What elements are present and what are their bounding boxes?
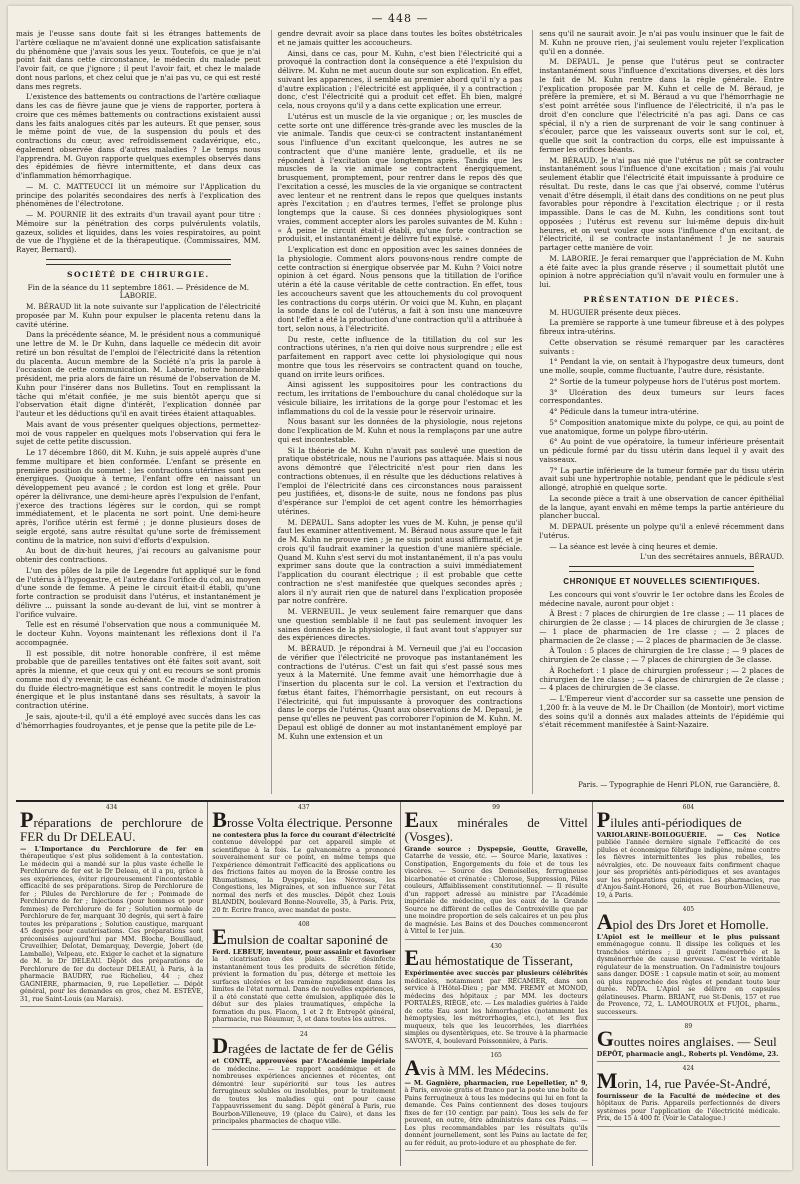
advertisement — [212, 921, 395, 1028]
ad-body: — M. Gagnière, pharmacien, rue Lepelletier, n° 9, à Paris, envoie gratis et franco par la poste une boîte de Pains ferrugineux à tous les médecins qui lui en font la demande. Ces Pains contiennent des doses toujours fixes de fer (10 centigr. par pain). Tous les sels de fer peuvent, en outre, être administrés dans ces Pains. — Les plus recommandables par les résultats qu'ils donnent journellement, sont les Pains au lactate de fer, au fer réduit, au proto-iodure et au phosphate de fer. — [404, 1078, 588, 1147]
ad-body: VARIOLARINE-BOILOGUÉRIE. — Ces Notice publiée l'année dernière signale l'efficacité de ces pilules et économique fébrifuge indigène, même contre les fièvres intermittentes les plus rebelles, les névralgies, etc. De nouveaux faits confirment chaque jour ses propriétés anti-périodiques et ses avantages sur les préparations quiniques. Les pharmacies, rue d'Anjou-Saint-Honoré, 26, et rue Bourbon-Villeneuve, 19, à Paris. — [596, 830, 780, 899]
paragraph: M. DEPAUL. Sans adopter les vues de M. Kuhn, je pense qu'il faut les examiner attentivement. M. Béraud nous assure que le fait de M. Kuhn ne prouve rien ; je ne suis point aussi affirmatif, et je crois qu'il faudrait examiner la question d'une manière spéciale. Quand M. Kuhn s'est servi du mot instantanément, il n'a pas voulu exprimer sans doute que la contraction a suivi immédiatement l'application du courant électrique ; il est probable que cette contraction ne s'est manifestée que quelques secondes après ; alors il n'y aurait rien que de naturel dans l'explication proposée par notre confrère. — [277, 517, 523, 606]
advertisement — [597, 804, 780, 903]
paragraph: Dans la précédente séance, M. le président nous a communiqué une lettre de M. le Dr Kuhn, dans laquelle ce médecin dit avoir retiré un bon résultat de l'emploi de l'électricité dans la rétention du placenta. Aucun membre de la Société n'a pris la parole à l'occasion de cette communication. M. Laborie, notre honorable président, me pria alors de faire un résumé de l'observation de M. Kuhn pour l'insérer dans nos Bulletins. Tout en remplissant la tâche qui m'était confiée, je me suis bientôt aperçu que si l'observation était digne d'intérêt, l'explication donnée par l'auteur et les déductions qu'il en avait tirées étaient attaquables. — [16, 330, 261, 418]
paragraph: Cette observation se résumé remarquer par les caractères suivants : — [539, 337, 785, 356]
paragraph: M. DEPAUL. Je pense que l'utérus peut se contracter instantanément sous l'influence d'excitations diverses, et dès lors le fait de M. Kuhn rentre dans la règle générale. Entre l'explication proposée par M. Kuhn et celle de M. Béraud, je préfère la première, et si M. Béraud a vu que l'hémorrhagie ne s'est point arrêtée sous l'influence de l'électricité, il n'a pas le droit d'en conclure que l'électricité n'a pas agi. Dans ce cas spécial, il n'y a rien de surprenant de voir le sang continuer à s'écouler, parce que les vaisseaux ouverts sont sur le col, et, quelle que soit la contraction du corps, elle est impuissante à fermer les orifices béants. — [539, 57, 785, 154]
article-columns — [16, 30, 784, 794]
divider — [569, 566, 754, 572]
ad-title: Morin, 14, rue Pavée-St-André, — [596, 1067, 771, 1093]
ad-column-3 — [400, 802, 592, 1166]
advertisement — [597, 906, 780, 1020]
paragraph: À Brest : 7 places de chirurgien de 1re classe ; — 11 places de chirurgien de 2e classe ; — 14 places de chirurgien de 3e classe ; — 1 place de pharmacien de 1re classe ; — 2 places de pharmacien de 2e classe ; — 2 places de pharmacien de 3e classe. — [539, 609, 785, 645]
paragraph: gendre devrait avoir sa place dans toutes les boîtes obstétricales et ne jamais quitter les accoucheurs. — [277, 30, 523, 47]
advertisement — [405, 1052, 588, 1151]
newspaper-page — [8, 6, 792, 1170]
advertisement — [405, 804, 588, 940]
advertisement — [212, 804, 395, 918]
ad-number: 24 — [300, 1030, 308, 1038]
advertisement — [405, 943, 588, 1050]
paragraph: Il est possible, dit notre honorable confrère, il est même probable que de pareilles tentatives ont été faites soit avant, soit après la mienne, et que ceux qui y ont eu recours se sont promis comme moi d'y revenir, le cas échéant. Ce mode d'administration du fluide électro-magnétique est sans contredit le moyen le plus énergique et le plus instantané dans ses résultats, à savoir la contraction utérine. — [16, 648, 261, 710]
advertisement — [212, 1031, 395, 1130]
paragraph: M. DEPAUL présente un polype qu'il a enlevé récemment dans l'utérus. — [539, 522, 785, 540]
ad-number: 437 — [298, 804, 310, 811]
paragraph: M. BÉRAUD lit la note suivante sur l'application de l'électricité proposée par M. Kuhn pour expulser le placenta retenu dans la cavité utérine. — [16, 302, 261, 329]
column-2 — [271, 30, 523, 794]
ad-body: DÉPÔT, pharmacie angl., Roberts pl. Vendôme, 23. — [596, 1049, 779, 1058]
paragraph: 3° Ulcération des deux tumeurs sur leurs faces correspondantes. — [539, 387, 785, 406]
paragraph: Nous basant sur les données de la physiologie, nous rejetons donc l'explication de M. Kuhn et nous la remplaçons par une autre qui est incontestable. — [277, 417, 523, 444]
paragraph: Je sais, ajoute-t-il, qu'il a été employé avec succès dans les cas d'hémorrhagies foudroyantes, et je pense que la petite pile de Le- — [16, 711, 261, 730]
advertisement-band — [16, 800, 784, 1166]
paragraph: À Rochefort : 1 place de chirurgien professeur ; — 2 places de chirurgien de 1re classe ; — 4 places de chirurgien de 2e classe ; — 4 places de chirurgien de 3e classe. — [539, 665, 785, 693]
ad-title: Emulsion de coaltar saponiné de — [212, 923, 388, 949]
ad-number: 89 — [684, 1023, 693, 1031]
paragraph: Le 17 décembre 1860, dit M. Kuhn, je suis appelé auprès d'une femme multipare et bien conformée. L'enfant se présente en première position du sommet ; les contractions utérines sont peu énergiques. Quoique à terme, l'enfant offre en naissant un développement peu avancé ; le cordon est long et grêle. Pour opérer la délivrance, une demi-heure après l'expulsion de l'enfant, j'exerce des tractions légères sur le cordon, qui se rompt immédiatement, et le placenta ne sort point. Une demi-heure après, l'orifice utérin est fermé ; je donne plusieurs doses de seigle ergoté, sans autre résultat qu'une sorte de frémissement continu de la matrice, non suivi d'efforts d'expulsion. — [16, 448, 261, 545]
paragraph: Ainsi agissent les suppositoires pour les contractions du rectum, les irritations de l'embouchure du canal cholédoque sur la vésicule biliaire, les irritations de la gorge pour l'estomac et les inflammations du col de la vessie pour le réservoir urinaire. — [277, 380, 523, 416]
ad-body: Ferd. LEBEUF, inventeur, pour assainir et favoriser la cicatrisation des plaies. Elle désinfecte instantanément tous les produits de sécrétion fétide, prévient la formation du pus, déterge et mettoie les surfaces ulcérées et les ramène rapidement dans les limites de l'état normal. Dans de nouvelles expériences, il a été constaté que cette émulsion, appliquée dès le début sur des plaies traumatiques, empêche la formation du pus. Flacon, 1 et 2 fr. Entrepôt général, pharmacie, rue Réaumur, 3, et dans toutes les autres. — [212, 947, 396, 1024]
ad-title: Avis à MM. les Médecins. — [404, 1054, 549, 1080]
ad-title: Eau hémostatique de Tisserant, — [404, 945, 574, 971]
ad-body: — L'Importance du Perchlorure de fer en thérapeutique s'est plus solidement à la contestation. Le médecin qui a mandé sur la plus vaste échelle le Perchlorure de fer est le Dr Deleau, et il a pu, grâce à ses expériences, éviter rigoureusement l'incontestable efficacité de ses préparations. Sirop de Perchlorure de fer ; Pilules de Perchlorure de fer ; Pommade de Perchlorure de fer ; Injections (pour hommes et pour femmes) de Perchlorure de fer ; Solution normale de Perchlorure de fer, marquant 30 degrés, qui sert à faire toutes les préparations ; Solution caustique, marquant 45 degrés pour cautérisations. Ces préparations sont préconisées aujourd'hui par MM. Bloche, Bouillaud, Cruveilhier, Delotat, Demarquay, Devergie, Jobert (de Lamballe), Velpeau, etc. Exiger le cachet et la signature de M. le Dr DELEAU. Dépôt des préparations de Perchlorure de fer du docteur DELEAU, à Paris, à la pharmacie BAUDRY, rue Richelieu, 44 ; chez GAGNIÈRE, pharmacien, 9, rue Lepelletier. — Dépôt général, pour les demandes en gros, chez M. ESTÈVE, 31, rue Saint-Louis (au Marais). — [20, 844, 204, 1003]
paragraph: Du reste, cette influence de la titillation du col sur les contractions utérines, n'a rien qui doive nous surprendre ; elle est parfaitement en rapport avec cette loi physiologique qui nous montre que tous les réservoirs se contractent quand on touche, quand on irrite leurs orifices. — [277, 334, 523, 379]
paragraph: M. HUGUIER présente deux pièces. — [549, 307, 681, 317]
paragraph: 4° Pédicule dans la tumeur intra-utérine. — [549, 407, 699, 416]
advertisement — [597, 1023, 780, 1062]
paragraph: Si la théorie de M. Kuhn n'avait pas soulevé une question de pratique obstétricale, nous ne l'aurions pas attaquée. Mais si nous avons démontré que l'électricité n'est pour rien dans les contractions obtenues, il en résulte que les déductions relatives à l'emploi de l'électricité dans ces circonstances nous paraissent peu justifiées, et, disons-le de suite, nous ne fondons pas plus d'espérance sur l'emploi de cet agent contre les hémorrhagies utérines. — [277, 445, 523, 516]
ad-number: 434 — [105, 804, 118, 811]
ad-title: Apiol des Drs Joret et Homolle. — [596, 908, 769, 934]
advertisement — [597, 1065, 780, 1127]
paragraph: L'utérus est un muscle de la vie organique ; or, les muscles de cette sorte ont une différence très-grande avec les muscles de la vie animale. Tandis que ceux-ci se contractent instantanément sous l'influence d'un excitant quelconque, les autres ne se contractent que d'une manière lente, graduelle, et ils ne répondent à l'excitation que longtemps après. Tandis que les muscles de la vie animale se contractent énergiquement, brusquement, promptement, pour rentrer dans le repos dès que l'excitation a cessé, les muscles de la vie organique se contractent avec lenteur et ne rentrent dans le repos que quelques instants après l'excitation ; en d'autres termes, l'effet se prolonge plus longtemps que la cause. Si ces données physiologiques sont vraies, comment accepter alors les paroles suivantes de M. Kuhn : « À peine le circuit était-il établi, qu'une forte contraction se produisit, et instantanément je délivre fut expulsé. » — [277, 111, 523, 244]
paragraph: Ainsi, dans ce cas, pour M. Kuhn, c'est bien l'électricité qui a provoqué la contraction dont la conséquence a été l'expulsion du délivre. M. Kuhn ne met aucun doute sur son explication. En effet, suivant les apparences, il semble au premier abord qu'il n'y a pas d'autre explication ; l'électricité est appliquée, il y a contraction ; donc, c'est l'électricité qui a produit cet effet. Eh bien, malgré cela, nous croyons qu'il y a dans cette explication une erreur. — [277, 48, 523, 110]
ad-body: Grande source : Dyspepsie, Goutte, Gravelle, Catarrhe de vessie, etc. — Source Marie, laxatives : Constipation, Engorgements du foie et de tous les viscères. — Source des Demoiselles, ferrugineuse bicarbonatée et crénatée : Chlorose, Suppression, Pâles couleurs, Affaiblissement constitutionnel. — Il résulte d'un rapport adressé au ministre par l'Académie impériale de médecine, que les eaux de la Grande Source ne diffèrent de celles de Contrexéville que par une moindre proportion de sels calcaires et un peu plus de magnésie. Les Bains et des Douches commenceront à Vittel le 1er juin. — [404, 844, 588, 936]
section-heading-pieces: PRÉSENTATION DE PIÈCES. — [583, 294, 740, 304]
ad-body: fournisseur de la Faculté de médecine et des hôpitaux de Paris. Appareils perfectionnés de divers systèmes pour l'application de l'électricité médicale. Prix, de 15 à 400 fr. (Voir le Catalogue.) — [596, 1091, 780, 1123]
ad-title: Dragées de lactate de fer de Gélis — [212, 1033, 394, 1059]
ad-body: L'Apiol est le meilleur et le plus puissant emménagogue connu. Il dissipe les coliques et les tranchées utérines ; il guérit l'aménorrhée et la dysménorrhée de cause nerveuse. C'est le véritable régulateur de la menstruation. On l'administre toujours sans danger. DOSE : 1 capsule matin et soir, au moment où plus rapprochée des règles et pendant toute leur durée. NOTA. L'Apiol se délivre en capsules gélatineuses. Pharm. BRIANT, rue St-Denis, 157 et rue de Provence, 72, L. LAMOUROUX et FUJOL, pharm., successeurs. — [596, 932, 780, 1016]
paragraph: 6° Au point de vue opératoire, la tumeur inférieure présentait un pédicule formé par du tissu utérin dans lequel il y avait des vaisseaux. — [539, 437, 785, 464]
paragraph: La seconde pièce a trait à une observation de cancer épithélial de la langue, ayant envahi en même temps la partie antérieure du plancher buccal. — [539, 493, 785, 521]
paragraph: L'explication est donc en opposition avec les saines données de la physiologie. Comment alors pouvons-nous rendre compte de cette contraction si énergique observée par M. Kuhn ? Voici notre opinion à cet égard. Nous pensons que la titillation de l'orifice utérin a été la cause véritable de cette contraction. En effet, tous les accoucheurs savent que les attouchements du col provoquent les contractions du corps utérin. Or voici que M. Kuhn, en plaçant la sonde dans le col de l'utérus, a fait à son insu une manœuvre dont l'effet a été la production d'une contraction qu'il a attribuée à tort, selon nous, à l'électricité. — [277, 245, 523, 333]
paragraph: M. BÉRAUD. Je répondrai à M. Verneuil que j'ai eu l'occasion de vérifier que l'électricité ne provoque pas instantanément les contractions de l'utérus. C'est un fait qui s'est passé sous mes yeux à la Maternité. Une femme avait une hémorrhagie due à l'insertion du placenta sur le col. La version et l'extraction du fœtus étant faites, l'hémorrhagie persistant, on eut recours à l'électricité, qui fut impuissante à provoquer des contractions dans le corps de l'utérus. Quant aux observations de M. Depaul, je pense qu'elles ne peuvent pas corroborer l'opinion de M. Kuhn. M. Depaul est obligé de donner au mot instantanément employé par M. Kuhn une extension et un — [277, 644, 523, 741]
paragraph: 2° Sortie de la tumeur polypeuse hors de l'utérus post mortem. — [549, 376, 781, 386]
paragraph: — La séance est levée à cinq heures et demie. — [549, 541, 718, 551]
ad-title: Eaux minérales de Vittel (Vosges). — [404, 806, 588, 844]
paragraph: M. VERNEUIL. Je veux seulement faire remarquer que dans une question semblable il ne faut pas seulement invoquer les saines données de la physiologie, il faut avant tout s'appuyer sur des expériences directes. — [277, 607, 523, 643]
ad-title: Brosse Volta électrique. Personne — [212, 806, 393, 832]
paragraph: Au bout de dix-huit heures, j'ai recours au galvanisme pour obtenir des contractions. — [16, 546, 261, 564]
ad-column-2 — [207, 802, 399, 1166]
paragraph: La première se rapporte à une tumeur fibreuse et à des polypes fibreux intra-utérins. — [539, 318, 785, 336]
paragraph: 7° La partie inférieure de la tumeur formée par du tissu utérin avait subi une hypertrophie notable, pendant que le pédicule s'est allongé, atrophié en quelque sorte. — [539, 465, 785, 492]
paragraph: L'existence des battements ou contractions de l'artère cœliaque dans les cas de fièvre jaune que je viens de rapporter, portera à croire que ces mêmes battements ou contractions existaient aussi dans les faits analogues cités par les auteurs. Et que penser, sous le même point de vue, de la suspension du pouls et des contractions du cœur, avec refroidissement cadavérique, etc., également observée dans d'autres maladies ? Le temps nous l'apprendra. M. Guyon rapporte quelques exemples observés dans des épidémies de fièvre intermittente, et dans deux cas d'inflammation hémorrhagique. — [16, 92, 261, 180]
ad-body: ne contestera plus la force du courant d'électricité contenue développé par cet appareil simple et scientifique à la fois. Le galvanomètre a prononcé souverainement sur ce point, en même temps que l'expérience démontrait l'efficacité des applications ou des frictions faites au moyen de la Brosse contre les Rhumatismes, la Dyspepsie, les Névroses, les Congestions, les Migraines, et son influence sur l'état normal des nerfs et des muscles. Dépôt chez Louis BLANDIN, boulevard Bonne-Nouvelle, 35, à Paris. Prix, 20 fr. Écrire franco, avec mandat de poste. — [212, 830, 396, 914]
section-heading-surgery: SOCIÉTÉ DE CHIRURGIE. — [67, 269, 210, 279]
column-1 — [16, 30, 261, 794]
ad-number: 430 — [490, 942, 502, 950]
ad-number: 405 — [682, 906, 695, 914]
paragraph: 5° Composition anatomique mixte du polype, ce qui, au point de vue anatomique, forme un polype fibro-utérin. — [539, 417, 785, 436]
printer-imprint: Paris. — Typographie de Henri PLON, rue Garancière, 8. — [578, 781, 781, 790]
ad-body: Expérimentée avec succès par plusieurs célébrités médicales, notamment par RÉCAMIER, dans son service à l'Hôtel-Dieu ; par MM. FREMY et MONOD, médecins des hôpitaux ; par MM. les docteurs PORTALÈS, RIÈGE, etc. — Les maladies guéries à l'aide de cette Eau sont les hémorrhagies (notamment les hémoptysies, les métrorrhagies, etc.), et les flux muqueux, tels que les leucorrhées, les diarrhées simples ou dysentériques, etc. Se trouve à la pharmacie SAVOYE, 4, boulevard Poissonnière, à Paris. — [404, 969, 588, 1045]
paragraph: Telle est en résumé l'observation que nous a communiquée M. le docteur Kuhn. Voyons maintenant les réflexions dont il l'a accompagnée. — [16, 620, 261, 647]
paragraph: M. LABORIE. Je ferai remarquer que l'appréciation de M. Kuhn a été faite avec la plus grande réserve ; il soumettait plutôt une opinion à notre appréciation qu'il n'avait voulu en formuler une à lui. — [539, 253, 785, 289]
paragraph: 1° Pendant la vie, on sentait à l'hypogastre deux tumeurs, dont une molle, souple, comme fluctuante, l'autre dure, résistante. — [539, 357, 785, 375]
paragraph: L'un des pôles de la pile de Legendre fut appliqué sur le fond de l'utérus à l'hypogastre, et l'autre dans l'orifice du col, au moyen d'une sonde de femme. À peine le circuit était-il établi, qu'une forte contraction se produisit dans l'utérus, et instantanément je délivre ... puissant la sonde au-devant de lui, vint se montrer à l'orifice vulvaire. — [16, 565, 261, 619]
column-3 — [532, 30, 784, 794]
ad-column-1 — [16, 802, 207, 1166]
paragraph: Les concours qui vont s'ouvrir le 1er octobre dans les Écoles de médecine navale, auront pour objet : — [539, 589, 785, 608]
ad-number: 99 — [492, 804, 500, 811]
advertisement — [20, 804, 203, 1007]
session-line: Fin de la séance du 11 septembre 1861. — Présidence de M. LABORIE. — [27, 282, 249, 301]
ad-title: Pilules anti-périodiques de — [596, 806, 742, 832]
ad-number: 424 — [682, 1065, 695, 1073]
paragraph: — M. C. MATTEUCCI lit un mémoire sur l'Application du principe des polarités secondaires des nerfs à l'explication des phénomènes de l'électrotone. — [16, 181, 261, 209]
section-heading-chronicle: CHRONIQUE ET NOUVELLES SCIENTIFIQUES. — [563, 577, 761, 586]
paragraph: M. BÉRAUD. Je n'ai pas nié que l'utérus ne pût se contracter instantanément sous l'influence d'une excitation ; mais j'ai voulu seulement établir que l'électricité était impuissante à produire ce résultat. Du reste, dans le cas que j'ai observé, comme l'utérus venait d'être désempli, il était dans des conditions on ne peut plus favorables pour répondre à l'excitation électrique ; or il resta impassible. Dans le cas de M. Kuhn, les conditions sont tout opposées ; l'utérus est revenu sur lui-même depuis dix-huit heures, et on veut voulez que sous l'influence d'un excitant, de l'électricité, il se contracte instantanément ! Je ne saurais partager cette manière de voir. — [539, 155, 785, 252]
ad-body: et CONTÉ, approuvées par l'Académie impériale de médecine. — Le rapport académique et de nombreuses expériences anciennes et récentes, ont démontré leur supériorité sur tous les autres ferrugineux solubles ou insolubles, pour le traitement de toutes les maladies qui ont pour cause l'appauvrissement du sang. Dépôt général à Paris, rue Bourbon-Villeneuve, 19 (place du Caire), et dans les principales pharmacies de chaque ville. — [212, 1057, 396, 1126]
ad-number: 408 — [298, 921, 310, 929]
secretary-signature: L'un des secrétaires annuels, BÉRAUD. — [640, 552, 785, 562]
paragraph: sens qu'il ne saurait avoir. Je n'ai pas voulu insinuer que le fait de M. Kuhn ne prouve rien, j'ai seulement voulu rejeter l'explication qu'il en a donnée. — [539, 30, 785, 56]
paragraph: Mais avant de vous présenter quelques objections, permettez-moi de vous rappeler en quelques mots l'observation qui fera le sujet de cette petite discussion. — [16, 419, 261, 447]
ad-title: Préparations de perchlorure de FER du Dr DELEAU. — [20, 806, 204, 844]
ad-number: 604 — [682, 804, 695, 811]
paragraph: — L'Empereur vient d'accorder sur sa cassette une pension de 1,200 fr. à la veuve de M. le Dr Chaillon (de Montoir), mort victime des soins qu'il a donnés aux malades atteints de l'épidémie qui s'était récemment manifestée à Saint-Nazaire. — [539, 694, 785, 730]
ad-number: 165 — [490, 1052, 502, 1060]
ad-column-4 — [592, 802, 784, 1166]
paragraph: — M. POURNIE lit des extraits d'un travail ayant pour titre : Mémoire sur la pénétration des corps pulvérulents volatils, gazeux, solides et liquides, dans les voies respiratoires, au point de vue de l'hygiène et de la thérapeutique. (Commissaires, MM. Rayer, Bernard). — [16, 210, 261, 254]
divider — [46, 259, 231, 265]
ad-title: Gouttes noires anglaises. — Seul — [596, 1025, 777, 1051]
paragraph: À Toulon : 5 places de chirurgien de 1re classe ; — 9 places de chirurgien de 2e classe ; — 7 places de chirurgien de 3e classe. — [539, 646, 785, 664]
page-number: — 448 — — [371, 12, 429, 25]
paragraph: mais je l'eusse sans doute fait si les étranges battements de l'artère cœliaque ne m'avaient donné une explication satisfaisante du phénomène que j'avais sous les yeux. Toutefois, ce que je n'ai point fait dans cette circonstance, le médecin du malade peut l'avoir fait, ce que j'ignore ; il peut l'avoir fait, et chez le malade dont nous parlons, et chez celui que je n'ai pas vu, ce qui est resté dans mes regrets. — [16, 30, 261, 91]
